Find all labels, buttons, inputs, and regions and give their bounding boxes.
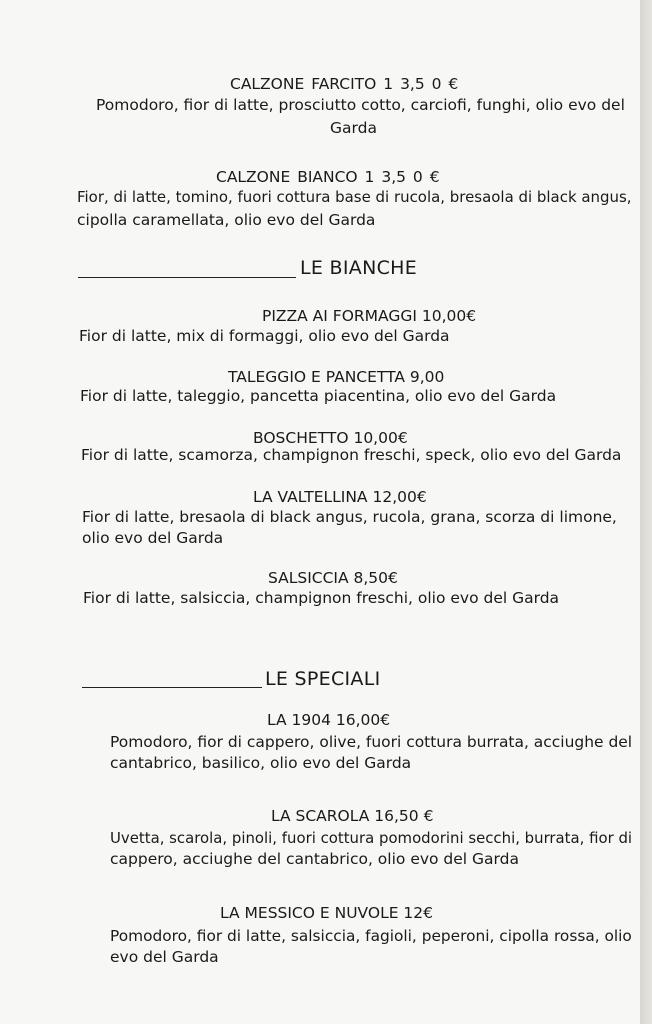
item-description: evo del Garda [110, 948, 219, 966]
item-description: Pomodoro, fior di latte, prosciutto cotto, carciofi, funghi, olio evo del [96, 96, 625, 114]
item-title: CALZONE FARCITO 1 3,5 0 € [230, 75, 459, 93]
item-description: Fior di latte, mix di formaggi, olio evo del Garda [79, 327, 450, 345]
section-heading-speciali: LE SPECIALI [265, 668, 381, 690]
item-description: olio evo del Garda [82, 529, 224, 547]
item-description: cipolla caramellata, olio evo del Garda [77, 211, 376, 229]
item-title: LA VALTELLINA 12,00€ [253, 488, 427, 506]
item-title: SALSICCIA 8,50€ [268, 569, 398, 587]
item-description: Pomodoro, fior di latte, salsiccia, fagioli, peperoni, cipolla rossa, olio [110, 927, 632, 945]
item-description: Garda [330, 119, 377, 137]
item-description: Fior di latte, bresaola di black angus, rucola, grana, scorza di limone, [82, 508, 617, 526]
item-description: Uvetta, scarola, pinoli, fuori cottura pomodorini secchi, burrata, fior di [110, 829, 633, 847]
item-title: TALEGGIO E PANCETTA 9,00 [228, 368, 445, 386]
item-description: cappero, acciughe del cantabrico, olio evo del Garda [110, 850, 519, 868]
item-description: Pomodoro, fior di cappero, olive, fuori cottura burrata, acciughe del [110, 733, 633, 751]
item-title: PIZZA AI FORMAGGI 10,00€ [262, 307, 477, 325]
item-description: Fior di latte, scamorza, champignon freschi, speck, olio evo del Garda [81, 446, 622, 464]
item-title: LA 1904 16,00€ [267, 711, 391, 729]
paper-edge [640, 0, 652, 1024]
section-rule [82, 687, 262, 688]
section-rule [78, 277, 296, 278]
item-description: Fior di latte, taleggio, pancetta piacentina, olio evo del Garda [80, 387, 557, 405]
item-title: CALZONE BIANCO 1 3,5 0 € [216, 168, 440, 186]
item-title: LA MESSICO E NUVOLE 12€ [220, 904, 434, 922]
item-description: Fior di latte, salsiccia, champignon freschi, olio evo del Garda [83, 589, 560, 607]
item-title: BOSCHETTO 10,00€ [253, 429, 408, 447]
section-heading-bianche: LE BIANCHE [300, 257, 418, 279]
item-title: LA SCAROLA 16,50 € [271, 807, 434, 825]
item-description: Fior, di latte, tomino, fuori cottura base di rucola, bresaola di black angus, [77, 188, 632, 206]
item-description: cantabrico, basilico, olio evo del Garda [110, 754, 412, 772]
